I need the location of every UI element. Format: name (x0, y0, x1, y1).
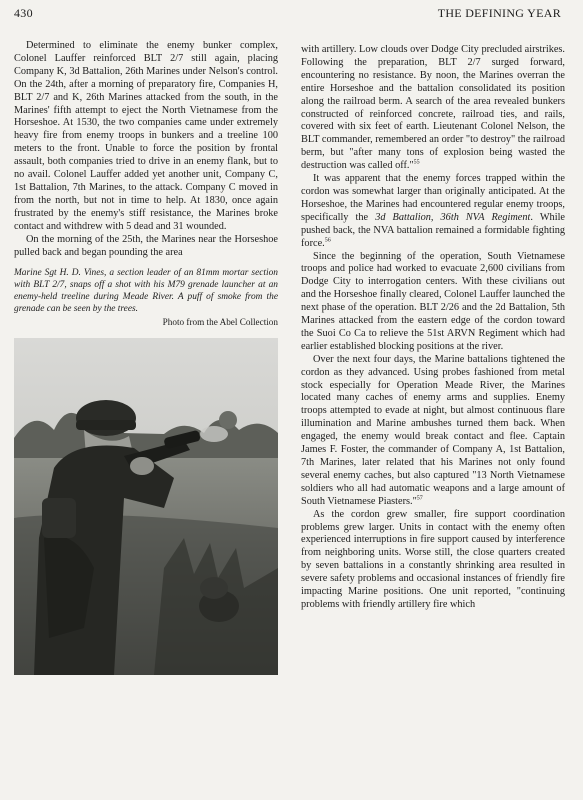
figure-caption: Marine Sgt H. D. Vines, a section leader of an 81mm mortar section with BLT 2/7, snaps off a shot with his M79 grenade launcher at an enemy-held treeline during Meade River. A puff of smoke from the grenade can be seen by the trees. (14, 268, 278, 315)
body-paragraph (301, 354, 565, 509)
right-column (301, 44, 565, 612)
footnote-ref: 55 (413, 159, 420, 166)
running-head (14, 6, 561, 24)
paragraph-text: with artillery. Low clouds over Dodge City precluded airstrikes. Following the preparation, BLT 2/7 surged forward, encountering no resistance. By noon, the Marines overran the entire Horseshoe and the battalion consolidated its position along the railroad berm. A search of the area revealed bunkers constructed of reinforced concrete, railroad ties, and rails, covered with six feet of earth. Lieutenant Colonel Nelson, the BLT commander, remembered an order "to destroy" the railroad berm, but "after many tons of explosion being wasted the destruction was called off." (301, 44, 565, 172)
footnote-ref: 57 (416, 495, 423, 502)
unit-name: 3d Battalion, 36th NVA Regiment (375, 211, 531, 223)
paragraph-text: It was apparent that the enemy forces trapped within the cordon was somewhat larger than originally anticipated. At the Horseshoe, the Marines had encountered regular enemy troops, specifically the (301, 173, 565, 223)
left-column (14, 40, 278, 675)
body-paragraph: Determined to eliminate the enemy bunker complex, Colonel Lauffer reinforced BLT 2/7 still again, placing Company K, 3d Battalion, 26th Marines under Nelson's control. On the 24th, after a morning of preparatory fire, Companies H, BLT 2/7 and K, 26th Marines attacked from the south, in the Marines' fifth attempt to eject the North Vietnamese from the Horseshoe. At 1530, the two companies came under extremely heavy fire from enemy troops in bunkers and a treeline 100 meters to the front. Unable to force the position by frontal assault, both companies tried to drive in an enemy flank, but to no avail. Colonel Lauffer added yet another unit, Company C, 1st Battalion, 7th Marines, to the attack. Company C moved in from the north, but not in time to help. At 1830, once again frustrated by the enemy's stiff resistance, the Marines broke contact and withdrew with 5 dead and 31 wounded. (14, 40, 278, 232)
page-number: 430 (14, 6, 33, 20)
marine-photograph (14, 338, 278, 675)
body-paragraph (301, 44, 565, 173)
paragraph-text: Over the next four days, the Marine battalions tightened the cordon as they advanced. Using probes fashioned from metal stock especially for Operation Meade River, the Marines located many caches of enemy arms and supplies. Enemy troops attempted to evade at night, but almost continuous flare illumination and Marine ambushes turned them back. When engaged, the enemy would break contact and flee. Captain James F. Foster, the commander of Company A, 1st Battalion, 7th Marines, later related that his Marines not only found several enemy caches, but also captured "13 North Vietnamese soldiers who all had automatic weapons and a large amount of South Vietnamese Piasters." (301, 353, 565, 507)
footnote-ref: 56 (324, 237, 331, 244)
photograph-image (14, 338, 278, 675)
body-paragraph (301, 173, 565, 250)
body-paragraph: Since the beginning of the operation, South Vietnamese troops and police had worked to evacuate 2,600 civilians from Dodge City to interrogation centers. With these civilians out and the Horseshoe finally cleared, Colonel Lauffer launched the next phase of the operation. BLT 2/26 and the 2d Battalion, 5th Marines attacked from the eastern edge of the cordon toward the Suoi Co Ca to relieve the 51st ARVN Regiment which had earlier established blocking positions at the river. (301, 250, 565, 352)
photo-credit: Photo from the Abel Collection (162, 317, 278, 328)
body-paragraph: As the cordon grew smaller, fire support coordination problems grew larger. Units in contact with the enemy often experienced interruptions in fire support caused by interference from neighboring units. Worse still, the close quarters created by seven battalions in a constantly shrinking area resulted in severe safety problems and occasional instances of friendly fire impacting Marine positions. One unit reported, "continuing problems with friendly artillery fire which (301, 508, 565, 610)
paragraph-text: . While pushed back, the NVA battalion remained a formidable fighting force. (301, 211, 565, 249)
body-paragraph: On the morning of the 25th, the Marines near the Horseshoe pulled back and began pounding the area (14, 233, 278, 258)
running-title: THE DEFINING YEAR (437, 6, 561, 20)
